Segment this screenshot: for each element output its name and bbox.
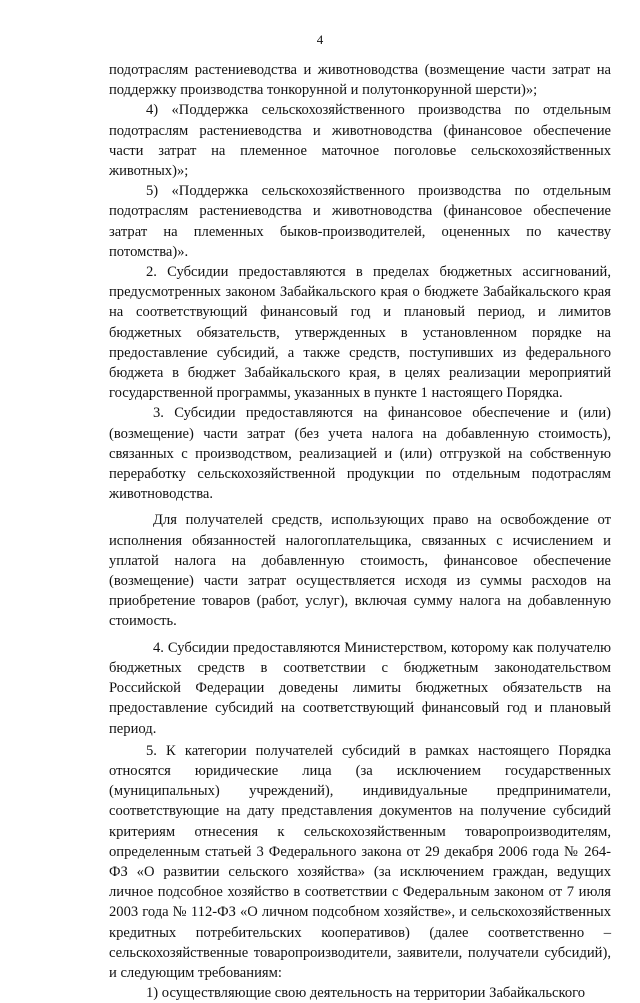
page-number: 4 (316, 32, 324, 47)
paragraph-continuation: подотраслям растениеводства и животноводства (возмещение части затрат на поддержку производства тонкорунной и полутонкорунной шерсти)»; (109, 62, 611, 99)
paragraph-vat-note: Для получателей средств, использующих право на освобождение от исполнения обязанностей налогоплательщика, связанных с исчислением и уплатой налога на добавленную стоимость, финансовое обеспечение (возмещение) части затрат осуществляется исходя из суммы расходов на приобретение товаров (работ, услуг), включая сумму налога на добавленную стоимость. (109, 512, 611, 630)
paragraph-sub-item-1: 1) осуществляющие свою деятельность на территории Забайкальского (146, 985, 586, 1002)
paragraph-item-4: 4) «Поддержка сельскохозяйственного производства по отдельным подотраслям растениеводства и животноводства (финансовое обеспечение части затрат на племенное маточное поголовье сельскохозяйственных животных)»; (109, 102, 611, 180)
document-body (109, 60, 611, 1003)
paragraph-item-5: 5) «Поддержка сельскохозяйственного производства по отдельным подотраслям растениеводства и животноводства (финансовое обеспечение затрат на племенных быков-производителей, оцененных по качеству потомства)». (109, 183, 611, 260)
paragraph-clause-5: 5. К категории получателей субсидий в рамках настоящего Порядка относятся юридические лица (за исключением государственных (муниципальных) учреждений), индивидуальные предприниматели, соответствующие на дату представления документов на получение субсидий критериям отнесения к сельскохозяйственным товаропроизводителям, определенным статьей 3 Федерального закона от 29 декабря 2006 года № 264-ФЗ «О развитии сельского хозяйства» (за исключением граждан, ведущих личное подсобное хозяйство в соответствии с Федеральным законом от 7 июля 2003 года № 112-ФЗ «О личном подсобном хозяйстве», и сельскохозяйственных кредитных потребительских кооперативов) (далее соответственно – сельскохозяйственные товаропроизводители, заявители, получатели субсидий), и следующим требованиям: (109, 742, 611, 981)
paragraph-clause-3: 3. Субсидии предоставляются на финансовое обеспечение и (или) (возмещение) части затрат (без учета налога на добавленную стоимость), связанных с производством, реализацией и (или) отгрузкой на собственную переработку сельскохозяйственной продукции по отдельным подотраслям животноводства. (109, 405, 611, 503)
paragraph-clause-2: 2. Субсидии предоставляются в пределах бюджетных ассигнований, предусмотренных законом Забайкальского края о бюджете Забайкальского края на соответствующий финансовый год и плановый период, и лимитов бюджетных обязательств, утвержденных в установленном порядке на предоставление субсидий, а также средств, поступивших из федерального бюджета в бюджет Забайкальского края, в целях реализации мероприятий государственной программы, указанных в пункте 1 настоящего Порядка. (109, 264, 611, 402)
paragraph-clause-4: 4. Субсидии предоставляются Министерством, которому как получателю бюджетных средств в соответствии с бюджетным законодательством Российской Федерации доведены лимиты бюджетных обязательств на предоставление субсидий на соответствующий финансовый год и плановый период. (109, 639, 611, 737)
